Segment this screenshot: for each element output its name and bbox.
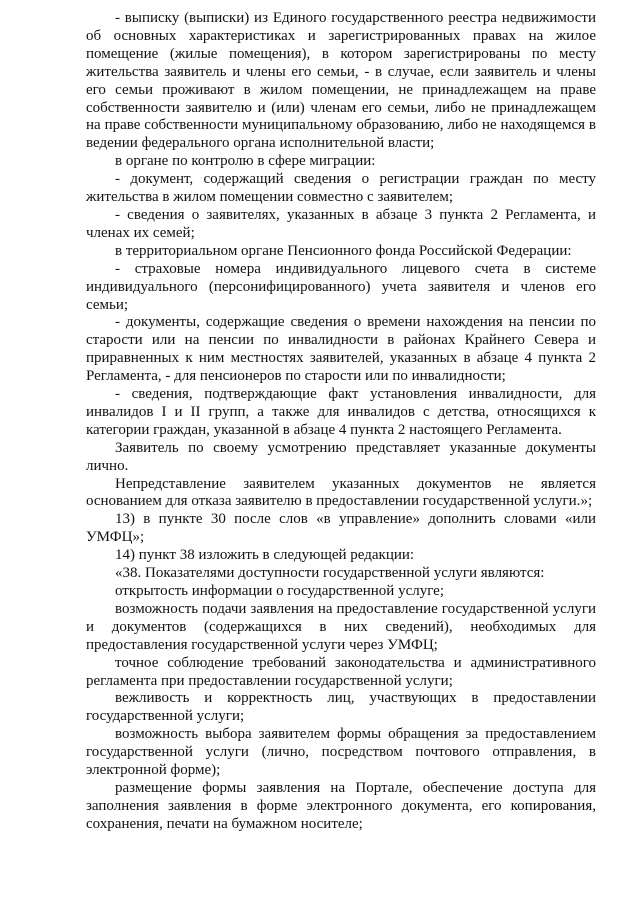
paragraph-section-38: «38. Показателями доступности государственной услуги являются:: [115, 565, 545, 582]
paragraph-portal-form: размещение формы заявления на Портале, обеспечение доступа для заполнения заявления в форме электронного документа, его копирования, сохранения, печати на бумажном носителе;: [86, 779, 596, 832]
paragraph-pension-documents: - документы, содержащие сведения о времени нахождения на пенсии по старости или на пенсии по инвалидности в районах Крайнего Севера и приравненных к ним местностях заявителей, указанных в абзаце 4 пункта 2 Регламента, - для пенсионеров по старости или по инвалидности;: [86, 314, 596, 385]
paragraph-form-choice: возможность выбора заявителем формы обращения за предоставлением государственной услуги (лично, посредством почтового отправления, в электронной форме);: [86, 726, 596, 779]
paragraph-umfc-submission: возможность подачи заявления на предоставление государственной услуги и документов (содержащихся в них сведений), необходимых для предоставления государственной услуги через УМФЦ;: [86, 600, 596, 653]
paragraph-pension-fund: в территориальном органе Пенсионного фонда Российской Федерации:: [115, 242, 572, 259]
paragraph-item-13: 13) в пункте 30 после слов «в управление» дополнить словами «или УМФЦ»;: [86, 511, 596, 546]
paragraph-registration-document: - документ, содержащий сведения о регистрации граждан по месту жительства в жилом помещении совместно с заявителем;: [86, 171, 596, 206]
paragraph-non-submission: Непредставление заявителем указанных документов не является основанием для отказа заявителю в предоставлении государственной услуги.»;: [86, 475, 596, 510]
paragraph-item-14: 14) пункт 38 изложить в следующей редакции:: [115, 547, 415, 564]
paragraph-openness: открытость информации о государственной услуге;: [115, 583, 445, 599]
paragraph-applicant-info: - сведения о заявителях, указанных в абзаце 3 пункта 2 Регламента, и членах их семей;: [86, 206, 596, 241]
paragraph-disability-info: - сведения, подтверждающие факт установления инвалидности, для инвалидов I и II групп, а также для инвалидов с детства, относящихся к категории граждан, указанной в абзаце 4 пункта 2 настоящего Регламента.: [86, 386, 596, 438]
paragraph-insurance-numbers: - страховые номера индивидуального лицевого счета в системе индивидуального (персонифицированного) учета заявителя и членов его семьи;: [86, 260, 596, 313]
paragraph-compliance: точное соблюдение требований законодательства и административного регламента при предоставлении государственной услуги;: [86, 654, 596, 689]
paragraph-applicant-discretion: Заявитель по своему усмотрению представляет указанные документы лично.: [86, 439, 596, 474]
paragraph-egrn-extract: - выписку (выписки) из Единого государственного реестра недвижимости об основных характеристиках и зарегистрированных правах на жилое помещение (жилые помещения), в котором зарегистрированы по месту жительства заявитель и члены его семьи, - в случае, если заявитель и члены его семьи проживают в жилом помещении, не принадлежащем на праве собственности заявителю и (или) членам его семьи, либо не принадлежащем на праве собственности муниципальному образованию, либо не находящемся в ведении федерального органа исполнительной власти;: [86, 10, 596, 152]
paragraph-politeness: вежливость и корректность лиц, участвующих в предоставлении государственной услуги;: [86, 690, 596, 725]
document-page: [86, 10, 596, 834]
paragraph-migration-body: в органе по контролю в сфере миграции:: [115, 153, 376, 170]
